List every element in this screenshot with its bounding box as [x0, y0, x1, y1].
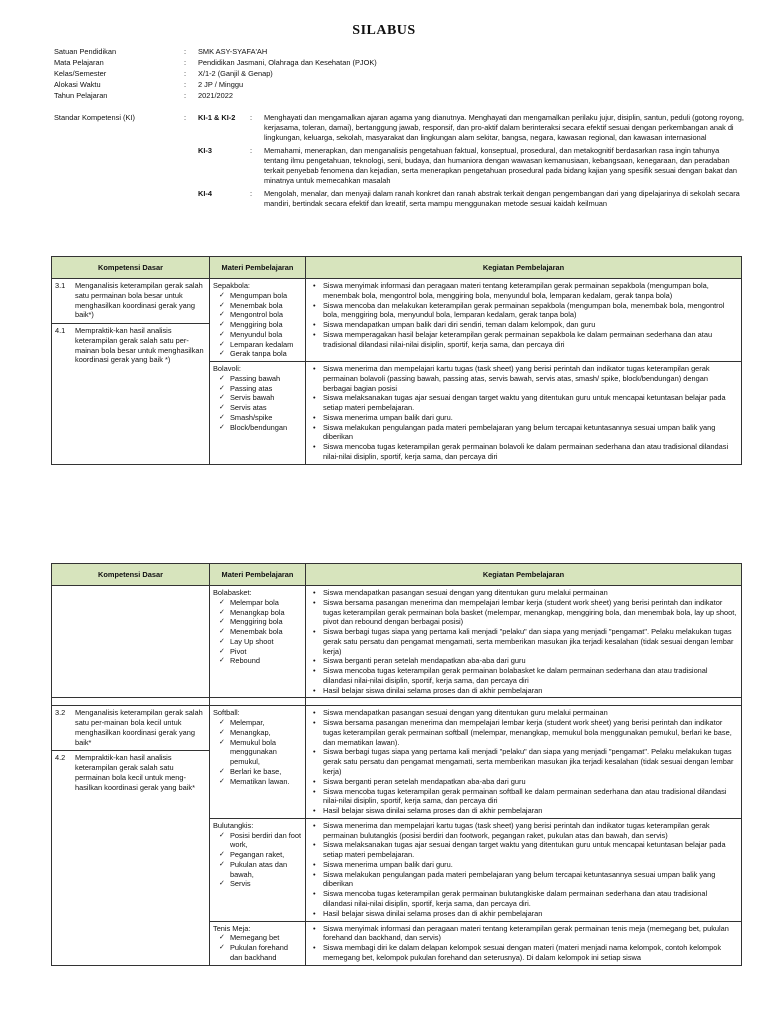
materi-item: ✓ Mengontrol bola — [219, 310, 302, 320]
kegiatan-item: • Siswa memperagakan hasil belajar keterampilan gerak permainan sepakbola ke dalam permainan sederhana dan atau tradisional dilandasi nilai-nilai disiplin, sportif, kerja sama, dan percaya diri — [309, 330, 738, 350]
materi-item: ✓ Rebound — [219, 656, 302, 666]
kegiatan-item: • Siswa mencoba tugas keterampilan gerak permainan bolabasket ke dalam permainan sederhana dan atau tradisional dilandasi nilai-nilai disiplin, sportif, kerja sama, dan percaya diri — [309, 666, 738, 686]
ki-label — [54, 146, 184, 185]
info-value: X/1-2 (Ganjil & Genap) — [198, 69, 273, 78]
materi-item: ✓ Pivot — [219, 647, 302, 657]
kegiatan-item: • Hasil belajar siswa dinilai selama proses dan di akhir pembelajaran — [309, 909, 738, 919]
kegiatan-item: • Siswa mencoba tugas keterampilan gerak permainan bolavoli ke dalam permainan sederhana dan atau tradisional dilandasi nilai-nilai disiplin, sportif, kerja sama, dan percaya diri — [309, 442, 738, 462]
kegiatan-item: • Hasil belajar siswa dinilai selama proses dan di akhir pembelajaran — [309, 806, 738, 816]
materi-item: ✓ Pukulan forehand dan backhand — [219, 943, 302, 963]
kegiatan-cell — [306, 279, 742, 362]
kd-text: Mempraktik-kan hasil analisis keterampilan gerak salah satu permainan bola kecil untuk meng-hasilkan koordinasi gerak yang baik* — [75, 753, 195, 792]
table-row — [52, 706, 742, 818]
materi-title: Tenis Meja: — [213, 923, 251, 933]
info-row — [54, 58, 744, 69]
kd-text: Menganalisis keterampilan gerak salah satu per-mainan bola kecil untuk menghasilkan koordinasi gerak yang baik* — [75, 708, 203, 747]
materi-title: Bulutangkis: — [213, 820, 254, 830]
materi-list — [219, 831, 302, 890]
info-value: 2 JP / Minggu — [198, 80, 244, 89]
materi-item: ✓ Memukul bola menggunakan pemukul, — [219, 738, 302, 767]
materi-item: ✓ Smash/spike — [219, 413, 302, 423]
kegiatan-item: • Siswa bersama pasangan menerima dan mempelajari lembar kerja (student work sheet) yang berisi perintah dan indikator tugas keterampilan gerak permainan softball (melempar, menangkap, memukul bola menggunakan pemukul, berlari ke base, dan mematikan lawan). — [309, 718, 738, 747]
info-row — [54, 80, 744, 91]
kegiatan-item: • Siswa melaksanakan tugas ajar sesuai dengan target waktu yang ditentukan guru untuk mencapai ketuntasan belajar pada setiap materi pembelajaran. — [309, 393, 738, 413]
materi-item: ✓ Pukulan atas dan bawah, — [219, 860, 302, 880]
syllabus-table-1 — [51, 256, 742, 465]
kd-divider — [52, 323, 209, 324]
info-row — [54, 69, 744, 80]
materi-cell — [210, 818, 306, 921]
info-sep: : — [184, 80, 187, 89]
ki-code: KI-4 — [198, 189, 212, 199]
ki-row — [54, 146, 744, 185]
materi-item: ✓ Memegang bet — [219, 933, 302, 943]
kompetensi-inti — [54, 113, 744, 213]
materi-item: ✓ Passing bawah — [219, 374, 302, 384]
kegiatan-item: • Siswa melakukan pengulangan pada materi pembelajaran yang belum tercapai ketuntasannya sesuai umpan balik yang diberikan — [309, 870, 738, 890]
kegiatan-list — [309, 821, 738, 919]
kegiatan-cell — [306, 706, 742, 818]
kegiatan-cell — [306, 586, 742, 698]
kegiatan-item: • Siswa mencoba dan melakukan keterampilan gerak permainan sepakbola (mengumpan bola, menembak bola, mengontrol bola, menggiring bola, menyundul bola, lemparan kedalam, gerak tanpa bola) — [309, 301, 738, 321]
materi-title: Softball: — [213, 708, 240, 718]
ki-code: KI-3 — [198, 146, 212, 156]
info-sep: : — [184, 47, 187, 56]
materi-item: ✓ Melempar bola — [219, 598, 302, 608]
header-materi: Materi Pembelajaran — [210, 257, 306, 279]
materi-item: ✓ Menyundul bola — [219, 330, 302, 340]
kd-cell — [52, 706, 210, 965]
materi-list — [219, 374, 302, 433]
kegiatan-item: • Siswa berganti peran setelah mendapatkan aba-aba dari guru — [309, 656, 738, 666]
table-row — [52, 279, 742, 362]
materi-cell — [210, 706, 306, 818]
kegiatan-item: • Siswa mencoba tugas keterampilan gerak permainan softball ke dalam permainan sederhana dan atau tradisional dilandasi nilai-nilai disiplin, sportif, kerja sama, dan percaya diri — [309, 787, 738, 807]
kd-cell-empty — [52, 586, 210, 698]
materi-list — [219, 291, 302, 359]
materi-item: ✓ Lemparan kedalam — [219, 340, 302, 350]
kegiatan-item: • Siswa menerima dan mempelajari kartu tugas (task sheet) yang berisi perintah dan indikator tugas keterampilan gerak permainan bulutangkis (posisi berdiri dan footwork, pegangan raket, pukulan atas dan bawah, dan servis) — [309, 821, 738, 841]
kd-item — [55, 326, 206, 365]
page-title: SILABUS — [352, 23, 416, 38]
header-kd: Kompetensi Dasar — [52, 257, 210, 279]
spacer-cell — [52, 698, 210, 706]
spacer-cell — [210, 698, 306, 706]
ki-code: KI-1 & KI-2 — [198, 113, 236, 122]
materi-title: Bolavoli: — [213, 364, 241, 374]
kegiatan-item: • Siswa menyimak informasi dan peragaan materi tentang keterampilan gerak permainan tenis meja (memegang bet, pukulan forehand dan backhand, dan servis) — [309, 924, 738, 944]
table-header-row — [52, 257, 742, 279]
kegiatan-cell — [306, 818, 742, 921]
kegiatan-item: • Siswa mendapatkan umpan balik dari diri sendiri, teman dalam kelompok, dan guru — [309, 320, 738, 330]
kd-item — [55, 708, 206, 747]
ki-text: Memahami, menerapkan, dan menganalisis pengetahuan faktual, konseptual, prosedural, dan metakognitif berdasarkan rasa ingin tahunya tentang ilmu pengetahuan, teknologi, seni, budaya, dan humaniora dengan wawasan kemanusiaan, kebangsaan, kenegaraan, dan peradaban terkait penyebab fenomena dan kejadian, serta menerapkan pengetahuan prosedural pada bidang kajian yang spesifik sesuai dengan bakat dan minatnya untuk memecahkan masalah — [264, 146, 737, 185]
materi-cell — [210, 586, 306, 698]
kegiatan-list — [309, 588, 738, 695]
kegiatan-item: • Siswa mendapatkan pasangan sesuai dengan yang ditentukan guru melalui permainan — [309, 588, 738, 598]
ki-sep: : — [250, 146, 253, 156]
kd-item — [55, 281, 206, 320]
kegiatan-item: • Siswa bersama pasangan menerima dan mempelajari lembar kerja (student work sheet) yang berisi perintah dan indikator tugas keterampilan gerak permainan bola basket (melempar, menangkap, menggiring bola, dan menembak bola, lay up shoot, pivot dan rebound dengan berbagai posisi) — [309, 598, 738, 627]
info-label: Alokasi Waktu — [54, 80, 101, 89]
ki-text: Mengolah, menalar, dan menyaji dalam ranah konkret dan ranah abstrak terkait dengan pengembangan dari yang dipelajarinya di sekolah secara mandiri, bertindak secara efektif dan kreatif, serta mampu menggunakan metode sesuai kaidah keilmuan — [264, 189, 740, 209]
info-value: 2021/2022 — [198, 91, 233, 100]
ki-row — [54, 113, 744, 142]
materi-item: ✓ Menangkap, — [219, 728, 302, 738]
kd-number: 4.2 — [55, 753, 66, 763]
ki-sep: : — [250, 113, 253, 122]
info-sep: : — [184, 58, 187, 67]
kegiatan-item: • Siswa berganti peran setelah mendapatkan aba-aba dari guru — [309, 777, 738, 787]
ki-sep: : — [250, 189, 253, 199]
materi-list — [219, 598, 302, 666]
materi-item: ✓ Mengumpan bola — [219, 291, 302, 301]
info-value: SMK ASY-SYAFA'AH — [198, 47, 268, 56]
materi-item: ✓ Lay Up shoot — [219, 637, 302, 647]
info-label: Tahun Pelajaran — [54, 91, 108, 100]
kegiatan-item: • Siswa berbagi tugas siapa yang pertama kali menjadi "pelaku" dan siapa yang menjadi "pengamat". Pelaku melakukan tugas gerak satu persatu dan pengamat mengamati, serta memberikan masukan jika terjadi kesalahan (tidak sesuai dengan lembar kerja) — [309, 627, 738, 656]
info-row — [54, 47, 744, 58]
ki-sep: : — [184, 113, 187, 122]
kegiatan-list — [309, 364, 738, 462]
ki-sep — [184, 189, 198, 209]
info-label: Satuan Pendidikan — [54, 47, 117, 56]
header-kegiatan: Kegiatan Pembelajaran — [306, 564, 742, 586]
materi-item: ✓ Servis bawah — [219, 393, 302, 403]
materi-item: ✓ Mematikan lawan. — [219, 777, 302, 787]
kegiatan-item: • Siswa berbagi tugas siapa yang pertama kali menjadi "pelaku" dan siapa yang menjadi "pengamat". Pelaku melakukan tugas gerak satu persatu dan pengamat mengamati, serta memberikan masukan jika terjadi kesalahan (tidak sesuai dengan lembar kerja) — [309, 747, 738, 776]
materi-item: ✓ Menembak bola — [219, 627, 302, 637]
table-header-row — [52, 564, 742, 586]
info-value: Pendidikan Jasmani, Olahraga dan Kesehatan (PJOK) — [198, 58, 377, 67]
kegiatan-item: • Siswa mencoba tugas keterampilan gerak permainan bulutangkiske dalam permainan sederhana dan atau tradisional dilandasi nilai-nilai disiplin, sportif, kerja sama, dan percaya diri. — [309, 889, 738, 909]
kegiatan-item: • Siswa menyimak informasi dan peragaan materi tentang keterampilan gerak permainan sepakbola (mengumpan bola, menembak bola, mengontrol bola, menggiring bola, menyundul bola, lemparan kedalam, gerak tanpa bola) — [309, 281, 738, 301]
materi-list — [219, 933, 302, 962]
kegiatan-item: • Siswa mendapatkan pasangan sesuai dengan yang ditentukan guru melalui permainan — [309, 708, 738, 718]
info-row — [54, 91, 744, 102]
ki-sep — [184, 146, 198, 185]
materi-title: Sepakbola: — [213, 281, 250, 290]
header-materi: Materi Pembelajaran — [210, 564, 306, 586]
ki-text: Menghayati dan mengamalkan ajaran agama yang dianutnya. Menghayati dan mengamalkan perilaku jujur, disiplin, santun, peduli (gotong royong, kerjasama, toleran, damai), bertanggung jawab, responsif, dan pro-aktif dalam berinteraksi secara efektif sesuai dengan perkembangan anak di lingkungan, keluarga, sekolah, masyarakat dan lingkungan alam sekitar, bangsa, negara, kawasan regional, dan kawasan internasional — [264, 113, 744, 142]
materi-item: ✓ Gerak tanpa bola — [219, 349, 302, 359]
header-info — [54, 47, 744, 102]
kegiatan-item: • Siswa menerima umpan balik dari guru. — [309, 413, 738, 423]
kd-text: Mempraktik-kan hasil analisis keterampilan gerak salah satu per-mainan bola besar untuk menghasilkan koordinasi gerak yang baik *) — [75, 326, 204, 365]
kd-divider — [52, 750, 209, 751]
kegiatan-item: • Hasil belajar siswa dinilai selama proses dan di akhir pembelajaran — [309, 686, 738, 696]
materi-cell — [210, 362, 306, 465]
materi-cell — [210, 921, 306, 965]
kegiatan-item: • Siswa melaksanakan tugas ajar sesuai dengan target waktu yang ditentukan guru untuk mencapai ketuntasan belajar pada setiap materi pembelajaran. — [309, 840, 738, 860]
header-kegiatan: Kegiatan Pembelajaran — [306, 257, 742, 279]
materi-item: ✓ Posisi berdiri dan foot work, — [219, 831, 302, 851]
materi-item: ✓ Menembak bola — [219, 301, 302, 311]
header-kd: Kompetensi Dasar — [52, 564, 210, 586]
info-label: Mata Pelajaran — [54, 58, 104, 67]
materi-item: ✓ Melempar, — [219, 718, 302, 728]
syllabus-table-2 — [51, 563, 742, 966]
materi-cell — [210, 279, 306, 362]
ki-label — [54, 189, 184, 209]
kegiatan-list — [309, 708, 738, 815]
materi-item: ✓ Block/bendungan — [219, 423, 302, 433]
info-label: Kelas/Semester — [54, 69, 107, 78]
kd-number: 4.1 — [55, 326, 66, 336]
materi-item: ✓ Menggiring bola — [219, 617, 302, 627]
kd-number: 3.1 — [55, 281, 66, 290]
kegiatan-list — [309, 281, 738, 349]
materi-item: ✓ Berlari ke base, — [219, 767, 302, 777]
kegiatan-item: • Siswa menerima umpan balik dari guru. — [309, 860, 738, 870]
ki-row — [54, 189, 744, 209]
info-sep: : — [184, 69, 187, 78]
kd-cell — [52, 279, 210, 465]
kd-item — [55, 753, 206, 792]
materi-item: ✓ Servis atas — [219, 403, 302, 413]
kegiatan-list — [309, 924, 738, 963]
kegiatan-cell — [306, 362, 742, 465]
materi-item: ✓ Pegangan raket, — [219, 850, 302, 860]
spacer-row — [52, 698, 742, 706]
materi-title: Bolabasket: — [213, 588, 252, 597]
kegiatan-item: • Siswa membagi diri ke dalam delapan kelompok sesuai dengan materi (materi menjadi nama kelompok, contoh kelompok memegang bet, kelompok pukulan forehand dan seterusnya). Di dalam kelompok ini setiap siswa — [309, 943, 738, 963]
materi-item: ✓ Menggiring bola — [219, 320, 302, 330]
table-row — [52, 586, 742, 698]
info-sep: : — [184, 91, 187, 100]
kegiatan-cell — [306, 921, 742, 965]
kd-text: Menganalisis keterampilan gerak salah satu permainan bola besar untuk menghasilkan koordinasi gerak yang baik*) — [75, 281, 203, 320]
spacer-cell — [306, 698, 742, 706]
materi-item: ✓ Menangkap bola — [219, 608, 302, 618]
kd-number: 3.2 — [55, 708, 66, 718]
materi-item: ✓ Passing atas — [219, 384, 302, 394]
materi-item: ✓ Servis — [219, 879, 302, 889]
kegiatan-item: • Siswa menerima dan mempelajari kartu tugas (task sheet) yang berisi perintah dan indikator tugas keterampilan gerak permainan bolavoli (passing bawah, passing atas, servis bawah, servis atas, smash/ spike, block/bendungan) dengan berbagai bagian posisi — [309, 364, 738, 393]
kegiatan-item: • Siswa melakukan pengulangan pada materi pembelajaran yang belum tercapai ketuntasannya sesuai umpan balik yang diberikan — [309, 423, 738, 443]
materi-list — [219, 718, 302, 786]
ki-label: Standar Kompetensi (KI) — [54, 113, 135, 122]
